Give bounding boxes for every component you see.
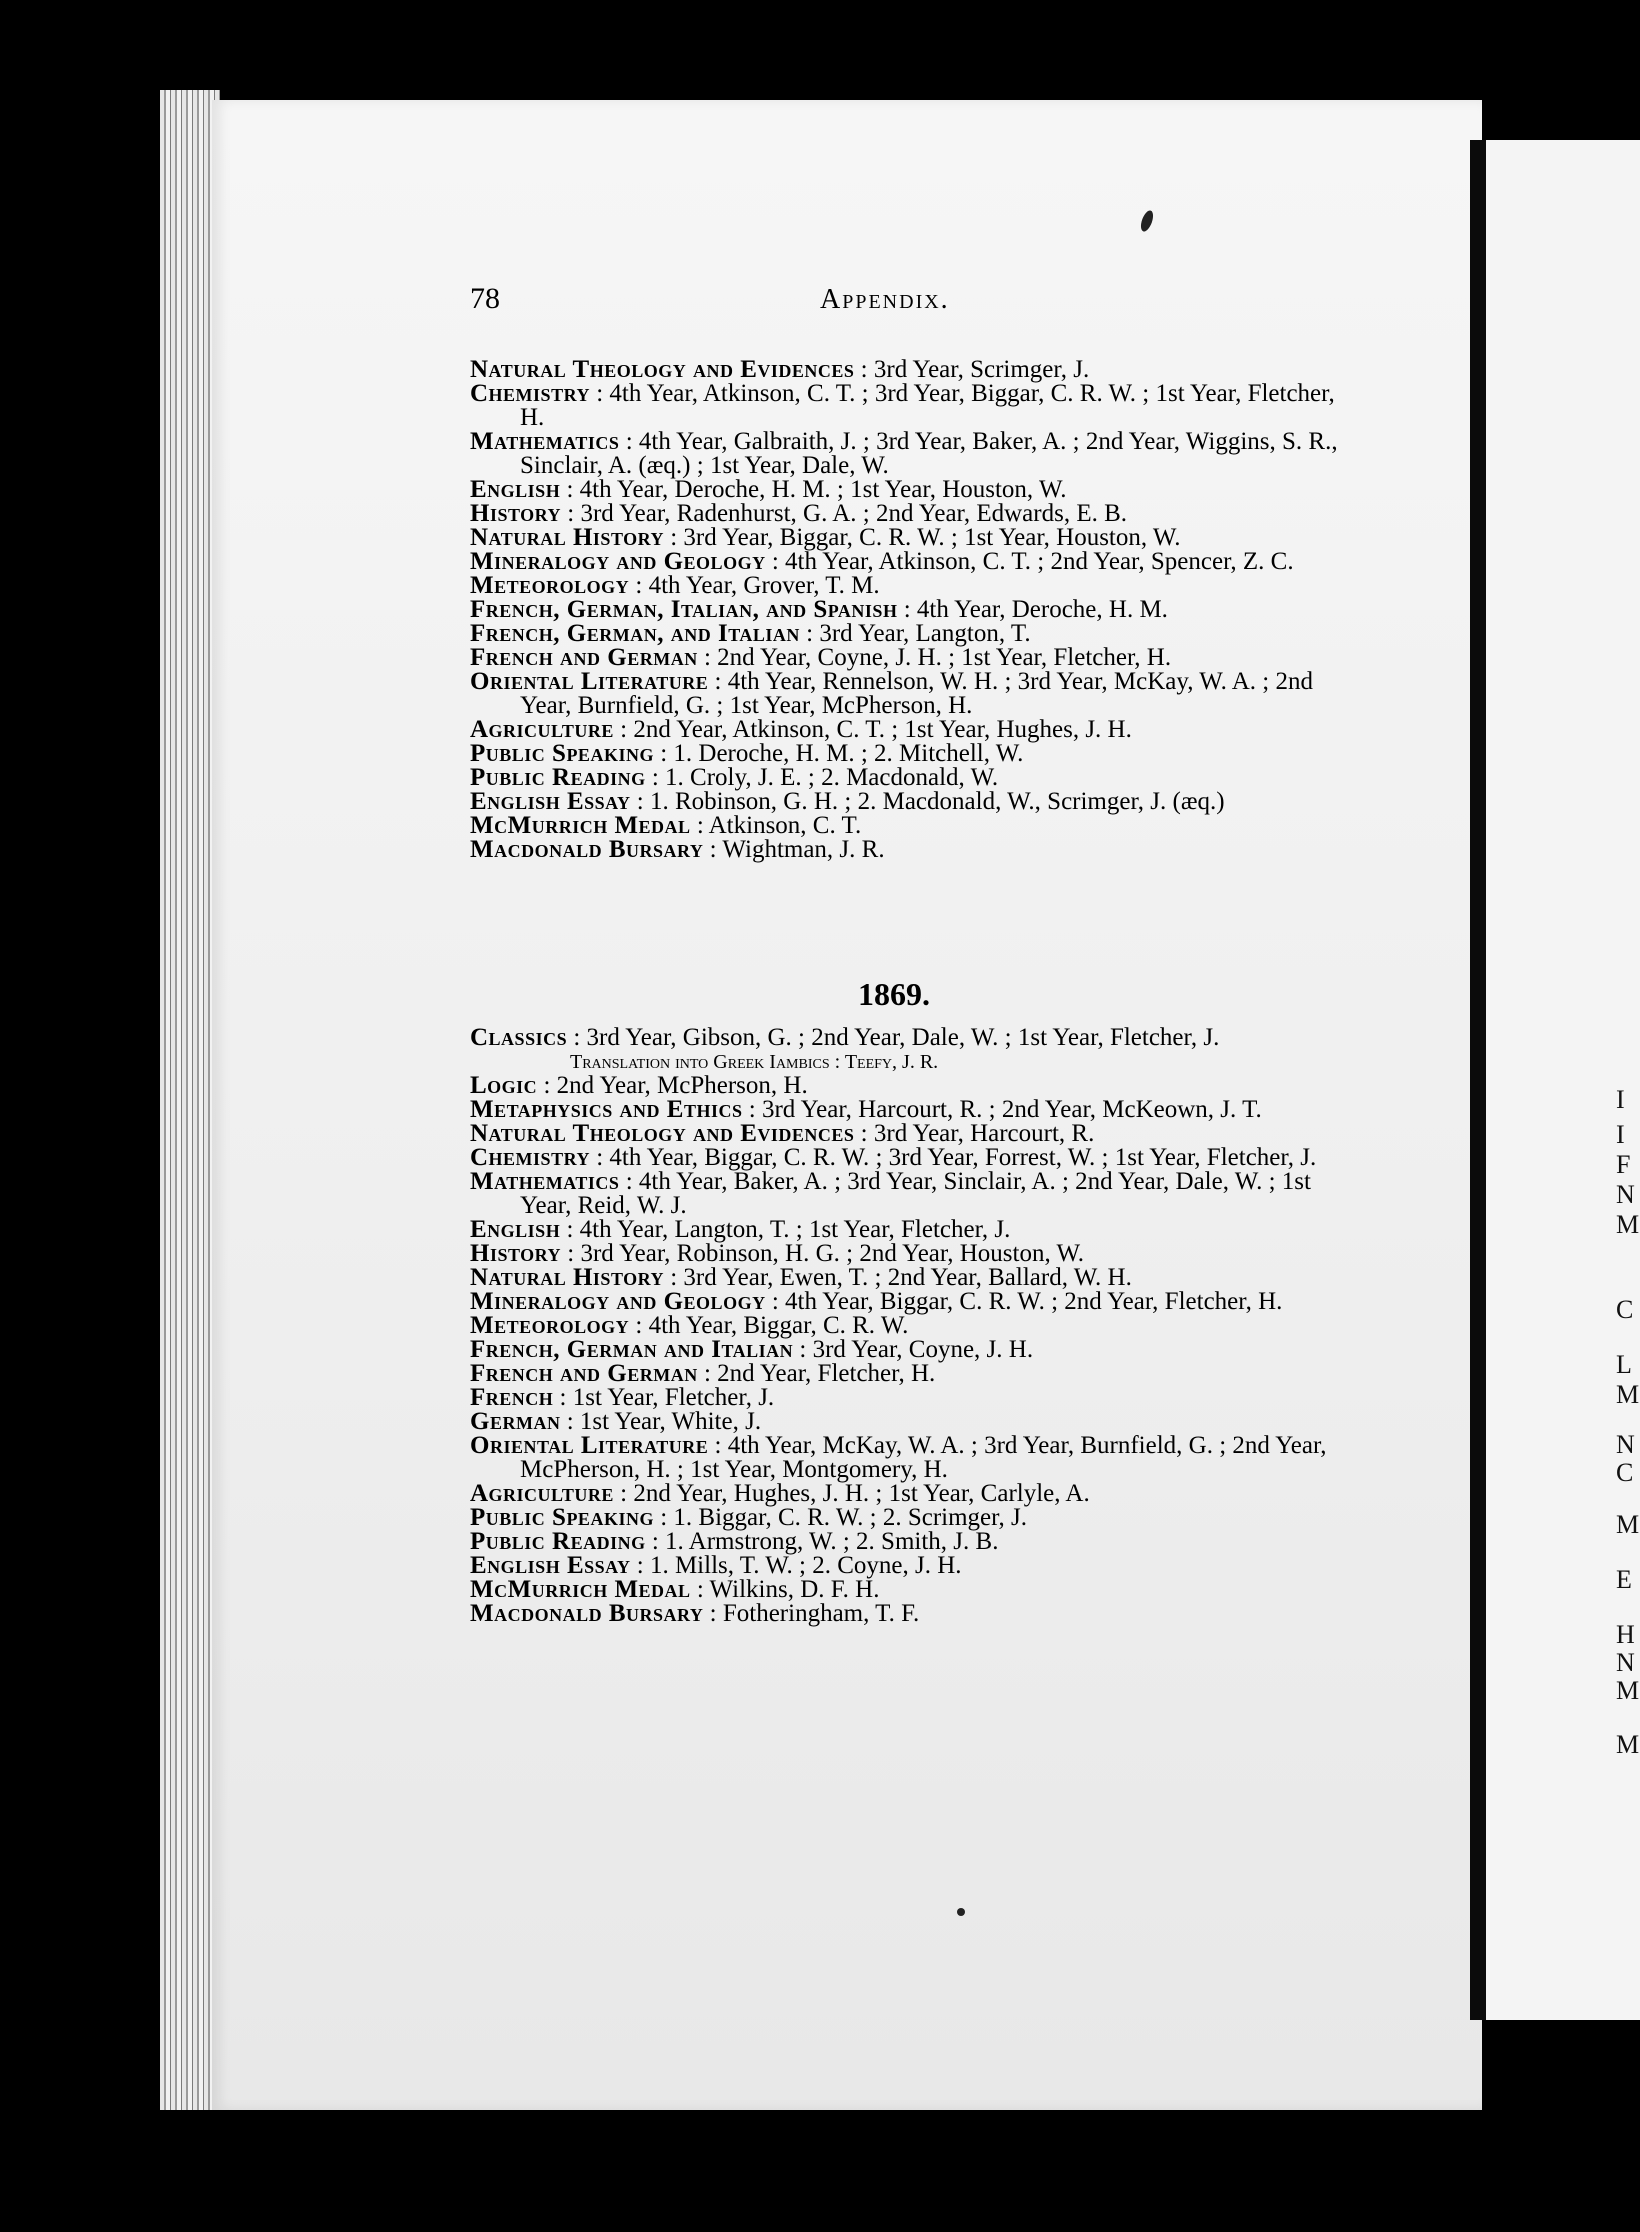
facing-page-fragment: M: [1616, 1380, 1640, 1409]
facing-page-fragment: M: [1616, 1676, 1640, 1705]
award-entry: [470, 526, 1350, 550]
award-winners: : 4th Year, Atkinson, C. T. ; 3rd Year, Biggar, C. R. W. ; 1st Year, Fletcher, H.: [520, 380, 1335, 431]
award-entry: [470, 1218, 1350, 1242]
subject-name: Natural History: [470, 524, 664, 551]
award-entry: [470, 1338, 1350, 1362]
award-winners: : 3rd Year, Gibson, G. ; 2nd Year, Dale, W. ; 1st Year, Fletcher, J.: [573, 1024, 1220, 1051]
subject-name: Public Speaking: [470, 740, 654, 767]
award-entry: [470, 502, 1350, 526]
award-entry: [470, 430, 1350, 478]
subject-name: English: [470, 476, 561, 503]
award-entry: [470, 1554, 1350, 1578]
award-entry: [470, 790, 1350, 814]
award-entry: [470, 670, 1350, 718]
book-page-edges: [160, 90, 220, 2110]
award-winners: : 1. Armstrong, W. ; 2. Smith, J. B.: [651, 1528, 999, 1555]
subject-name: Meteorology: [470, 572, 630, 599]
subject-name: English Essay: [470, 788, 631, 815]
running-head: Appendix.: [820, 284, 950, 315]
award-entry: [470, 622, 1350, 646]
award-winners: : 4th Year, Galbraith, J. ; 3rd Year, Baker, A. ; 2nd Year, Wiggins, S. R., Sinclair, A. (æq.) ; 1st Year, Dale, W.: [520, 428, 1338, 479]
book-gutter: [1470, 140, 1486, 2020]
facing-page-fragment: M: [1616, 1210, 1640, 1239]
facing-page-fragment: L: [1616, 1350, 1632, 1379]
award-entry: [470, 1266, 1350, 1290]
award-winners: : 3rd Year, Harcourt, R.: [860, 1120, 1095, 1147]
facing-page-fragment: N: [1616, 1180, 1635, 1209]
award-winners: : 2nd Year, Coyne, J. H. ; 1st Year, Fletcher, H.: [703, 644, 1172, 671]
facing-page-fragment: M: [1616, 1730, 1640, 1759]
award-winners: : 4th Year, Langton, T. ; 1st Year, Fletcher, J.: [566, 1216, 1011, 1243]
facing-page-fragment: H: [1616, 1620, 1635, 1649]
award-winners: : 4th Year, Rennelson, W. H. ; 3rd Year, McKay, W. A. ; 2nd Year, Burnfield, G. ; 1st Year, McPherson, H.: [520, 668, 1313, 719]
award-entry: [470, 574, 1350, 598]
subject-name: Chemistry: [470, 380, 590, 407]
subject-name: Logic: [470, 1072, 538, 1099]
subject-name: McMurrich Medal: [470, 1576, 691, 1603]
subject-name: German: [470, 1408, 561, 1435]
subject-name: Agriculture: [470, 716, 614, 743]
award-entry: [470, 1530, 1350, 1554]
award-entry: [470, 598, 1350, 622]
award-entry: [470, 742, 1350, 766]
subject-name: Natural History: [470, 1264, 664, 1291]
subject-name: English: [470, 1216, 561, 1243]
subject-name: Public Reading: [470, 764, 646, 791]
subject-name: French and German: [470, 1360, 698, 1387]
award-entry: [470, 1362, 1350, 1386]
award-winners: : 1st Year, Fletcher, J.: [559, 1384, 775, 1411]
award-winners: : 3rd Year, Harcourt, R. ; 2nd Year, McKeown, J. T.: [748, 1096, 1262, 1123]
subject-name: Macdonald Bursary: [470, 836, 704, 863]
subject-name: English Essay: [470, 1552, 631, 1579]
award-winners: : 4th Year, Biggar, C. R. W.: [635, 1312, 909, 1339]
facing-page-fragment: M: [1616, 1510, 1640, 1539]
award-entry: [470, 478, 1350, 502]
subject-name: French, German, and Italian: [470, 620, 800, 647]
facing-page-fragment: C: [1616, 1458, 1634, 1487]
award-winners: : 1. Robinson, G. H. ; 2. Macdonald, W., Scrimger, J. (æq.): [636, 788, 1225, 815]
award-winners: : 3rd Year, Langton, T.: [806, 620, 1031, 647]
subject-name: Classics: [470, 1024, 568, 1051]
award-winners: : Atkinson, C. T.: [696, 812, 862, 839]
award-winners: : 4th Year, Deroche, H. M. ; 1st Year, Houston, W.: [566, 476, 1067, 503]
award-entry: [470, 1074, 1350, 1098]
awards-list-1868: [470, 358, 1350, 862]
award-winners: : 4th Year, Atkinson, C. T. ; 2nd Year, Spencer, Z. C.: [771, 548, 1294, 575]
award-entry: [470, 718, 1350, 742]
award-entry: [470, 1314, 1350, 1338]
award-winners: : 3rd Year, Coyne, J. H.: [799, 1336, 1034, 1363]
award-winners: : Fotheringham, T. F.: [709, 1600, 920, 1627]
award-winners: : 4th Year, Deroche, H. M.: [903, 596, 1168, 623]
subject-name: French: [470, 1384, 554, 1411]
subject-name: French and German: [470, 644, 698, 671]
award-winners: : 1. Croly, J. E. ; 2. Macdonald, W.: [651, 764, 999, 791]
subject-name: French, German and Italian: [470, 1336, 794, 1363]
facing-page: [1486, 140, 1640, 2020]
awards-list-1869: [470, 1026, 1350, 1626]
award-entry: [470, 1098, 1350, 1122]
award-winners: : 1st Year, White, J.: [566, 1408, 762, 1435]
subject-name: Natural Theology and Evidences: [470, 1120, 855, 1147]
award-entry: [470, 1026, 1350, 1050]
award-entry: [470, 1578, 1350, 1602]
award-entry: [470, 814, 1350, 838]
award-winners: : 2nd Year, Atkinson, C. T. ; 1st Year, Hughes, J. H.: [620, 716, 1132, 743]
facing-page-fragment: I: [1616, 1120, 1625, 1149]
award-winners: : 1. Deroche, H. M. ; 2. Mitchell, W.: [660, 740, 1024, 767]
award-entry: [470, 1386, 1350, 1410]
subject-name: Meteorology: [470, 1312, 630, 1339]
subject-name: Chemistry: [470, 1144, 590, 1171]
award-winners: : 4th Year, Grover, T. M.: [635, 572, 880, 599]
award-entry: [470, 1290, 1350, 1314]
page-number: 78: [470, 282, 500, 315]
award-winners: : 1. Mills, T. W. ; 2. Coyne, J. H.: [636, 1552, 962, 1579]
award-winners: : 3rd Year, Scrimger, J.: [860, 356, 1090, 383]
award-winners: : Wightman, J. R.: [709, 836, 885, 863]
subject-name: Agriculture: [470, 1480, 614, 1507]
subject-name: Public Reading: [470, 1528, 646, 1555]
award-winners: : 3rd Year, Biggar, C. R. W. ; 1st Year, Houston, W.: [670, 524, 1181, 551]
subject-name: Mineralogy and Geology: [470, 1288, 766, 1315]
facing-page-fragment: C: [1616, 1295, 1634, 1324]
subject-name: History: [470, 500, 562, 527]
award-entry: [470, 1482, 1350, 1506]
subject-name: Oriental Literature: [470, 1432, 709, 1459]
subject-name: Oriental Literature: [470, 668, 709, 695]
award-entry: [470, 1170, 1350, 1218]
subject-name: Mathematics: [470, 428, 620, 455]
award-winners: : 4th Year, McKay, W. A. ; 3rd Year, Burnfield, G. ; 2nd Year, McPherson, H. ; 1st Year, Montgomery, H.: [520, 1432, 1327, 1483]
award-winners: : 2nd Year, Hughes, J. H. ; 1st Year, Carlyle, A.: [620, 1480, 1090, 1507]
award-winners: : 1. Biggar, C. R. W. ; 2. Scrimger, J.: [660, 1504, 1027, 1531]
facing-page-fragment: N: [1616, 1648, 1635, 1677]
subject-name: Natural Theology and Evidences: [470, 356, 855, 383]
award-winners: : 3rd Year, Radenhurst, G. A. ; 2nd Year, Edwards, E. B.: [567, 500, 1128, 527]
subject-name: French, German, Italian, and Spanish: [470, 596, 898, 623]
page-header: [470, 282, 1350, 322]
award-entry: [470, 1602, 1350, 1626]
year-heading: 1869.: [858, 976, 930, 1012]
award-entry: [470, 1122, 1350, 1146]
subject-name: Mineralogy and Geology: [470, 548, 766, 575]
translation-prize-line: Translation into Greek Iambics : Teefy, J. R.: [570, 1051, 939, 1073]
ink-speck: [957, 1908, 965, 1916]
award-winners: : 2nd Year, Fletcher, H.: [703, 1360, 936, 1387]
subject-name: Mathematics: [470, 1168, 620, 1195]
subject-name: Public Speaking: [470, 1504, 654, 1531]
facing-page-fragment: F: [1616, 1150, 1631, 1179]
award-entry: [470, 766, 1350, 790]
award-winners: : Wilkins, D. F. H.: [696, 1576, 880, 1603]
award-entry: [470, 1242, 1350, 1266]
facing-page-fragment: N: [1616, 1430, 1635, 1459]
facing-page-fragment: I: [1616, 1085, 1625, 1114]
award-entry: [470, 1434, 1350, 1482]
award-entry: [470, 1410, 1350, 1434]
award-entry: [470, 1146, 1350, 1170]
award-entry: [470, 1506, 1350, 1530]
award-winners: : 4th Year, Biggar, C. R. W. ; 3rd Year, Forrest, W. ; 1st Year, Fletcher, J.: [596, 1144, 1317, 1171]
subject-name: History: [470, 1240, 562, 1267]
award-winners: : 3rd Year, Ewen, T. ; 2nd Year, Ballard, W. H.: [670, 1264, 1132, 1291]
award-winners: : 3rd Year, Robinson, H. G. ; 2nd Year, Houston, W.: [567, 1240, 1085, 1267]
award-entry: [470, 382, 1350, 430]
subject-name: McMurrich Medal: [470, 812, 691, 839]
facing-page-fragment: E: [1616, 1565, 1632, 1594]
award-entry: [470, 646, 1350, 670]
subject-name: Macdonald Bursary: [470, 1600, 704, 1627]
subject-name: Metaphysics and Ethics: [470, 1096, 743, 1123]
award-winners: : 2nd Year, McPherson, H.: [543, 1072, 808, 1099]
award-winners: : 4th Year, Baker, A. ; 3rd Year, Sinclair, A. ; 2nd Year, Dale, W. ; 1st Year, Reid, W. J.: [520, 1168, 1311, 1219]
award-entry: [470, 358, 1350, 382]
award-entry: [470, 838, 1350, 862]
award-winners: : 4th Year, Biggar, C. R. W. ; 2nd Year, Fletcher, H.: [771, 1288, 1283, 1315]
award-entry: [470, 550, 1350, 574]
